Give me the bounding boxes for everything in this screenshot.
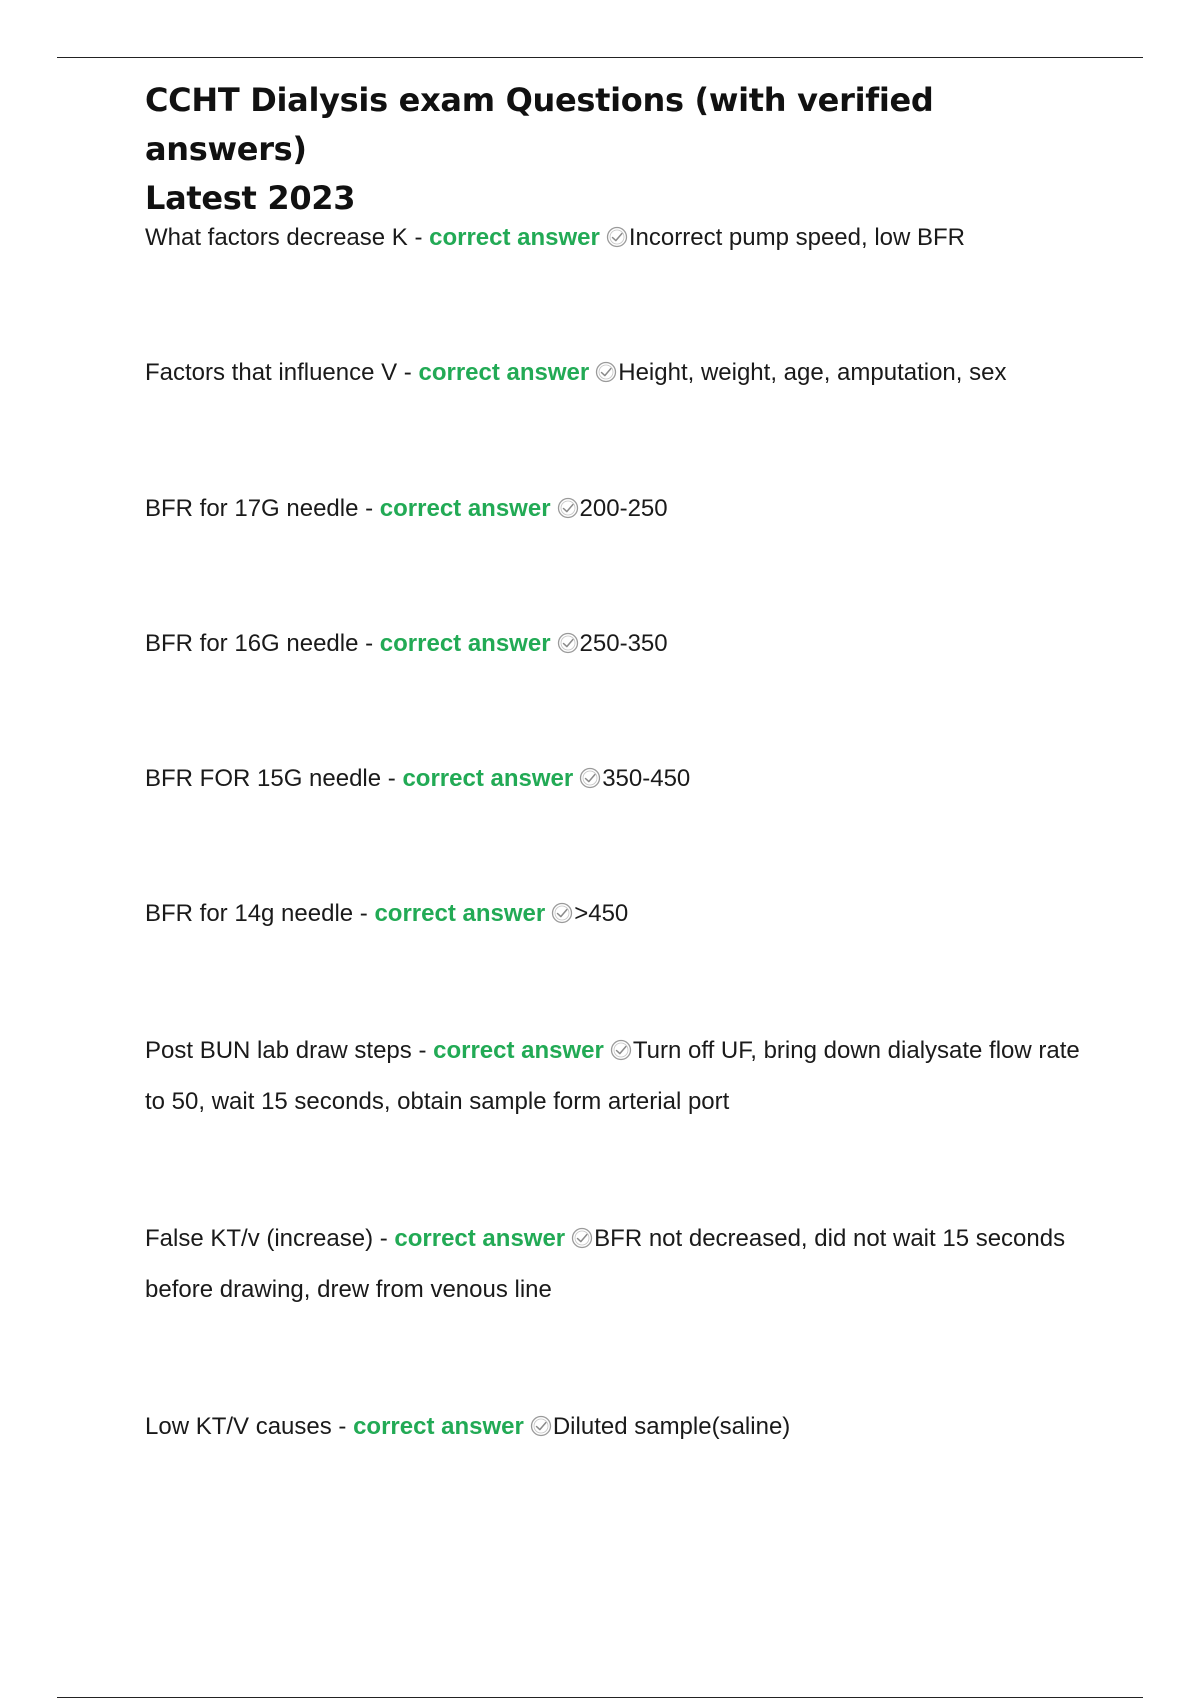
correct-answer-label: correct answer <box>429 224 600 251</box>
question-text: BFR FOR 15G needle <box>145 765 382 792</box>
qa-item <box>145 618 1095 669</box>
separator: - <box>397 359 419 386</box>
correct-answer-label: correct answer <box>394 1225 566 1252</box>
correct-answer-label: correct answer <box>418 359 590 386</box>
answer-text: BFR not decreased, did not wait 15 seconds before drawing, drew from venous line <box>145 1225 1066 1303</box>
answer-text: 250-350 <box>579 630 668 657</box>
qa-item <box>145 1213 1095 1315</box>
question-text: What factors decrease K <box>145 224 408 251</box>
correct-answer-label: correct answer <box>353 1413 524 1440</box>
check-circle-icon <box>530 1415 552 1437</box>
check-circle-icon <box>610 1039 632 1061</box>
question-text: False KT/v (increase) <box>145 1225 374 1252</box>
correct-answer-label: correct answer <box>433 1037 604 1064</box>
separator: - <box>353 900 375 927</box>
separator: - <box>358 630 380 657</box>
document-title <box>145 76 1095 223</box>
answer-text: 350-450 <box>602 765 691 792</box>
question-text: BFR for 14g needle <box>145 900 354 927</box>
check-circle-icon <box>551 902 573 924</box>
separator: - <box>373 1225 395 1252</box>
question-text: BFR for 16G needle <box>145 630 359 657</box>
check-circle-icon <box>557 632 579 654</box>
check-circle-icon <box>557 497 579 519</box>
correct-answer-label: correct answer <box>402 765 574 792</box>
bottom-rule <box>57 1697 1143 1698</box>
separator: - <box>331 1413 354 1440</box>
qa-item <box>145 888 1095 939</box>
check-circle-icon <box>606 226 628 248</box>
check-circle-icon <box>595 361 617 383</box>
answer-text: Height, weight, age, amputation, sex <box>618 359 1007 386</box>
correct-answer-label: correct answer <box>379 630 551 657</box>
question-text: BFR for 17G needle <box>145 495 359 522</box>
title-line-1: CCHT Dialysis exam Questions (with verified answers) <box>145 81 934 168</box>
correct-answer-label: correct answer <box>379 495 551 522</box>
answer-text: 200-250 <box>579 495 668 522</box>
qa-item <box>145 347 1095 398</box>
check-circle-icon <box>579 767 601 789</box>
qa-item <box>145 483 1095 534</box>
separator: - <box>407 224 430 251</box>
top-rule <box>57 57 1143 58</box>
check-circle-icon <box>571 1227 593 1249</box>
answer-text: >450 <box>574 900 629 927</box>
correct-answer-label: correct answer <box>374 900 546 927</box>
title-line-2: Latest 2023 <box>145 179 356 217</box>
qa-item <box>145 753 1095 804</box>
document-body <box>145 76 1095 1452</box>
answer-text: Turn off UF, bring down dialysate flow rate to 50, wait 15 seconds, obtain sample form arterial port <box>145 1037 1080 1115</box>
answer-text: Diluted sample(saline) <box>552 1413 791 1440</box>
question-text: Post BUN lab draw steps <box>145 1037 412 1064</box>
qa-item <box>145 1025 1095 1127</box>
separator: - <box>381 765 403 792</box>
separator: - <box>358 495 380 522</box>
answer-text: Incorrect pump speed, low BFR <box>628 224 966 251</box>
separator: - <box>411 1037 434 1064</box>
question-text: Factors that influence V <box>145 359 398 386</box>
question-text: Low KT/V causes <box>145 1413 332 1440</box>
qa-item <box>145 212 1095 263</box>
qa-item <box>145 1401 1095 1452</box>
